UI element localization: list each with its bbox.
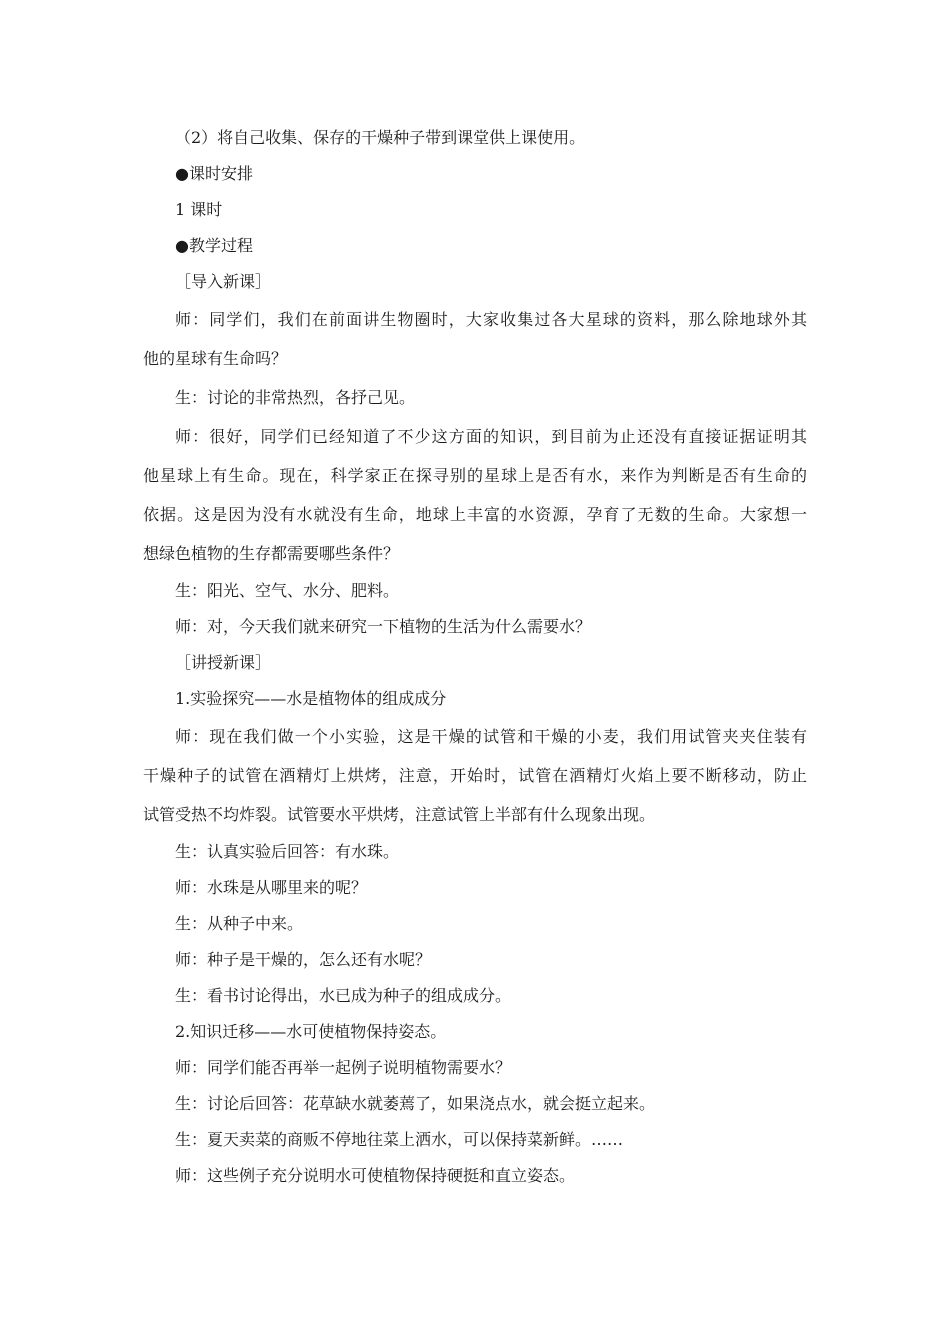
paragraph-line: 师：同学们，我们在前面讲生物圈时，大家收集过各大星球的资料，那么除地球外其: [175, 310, 807, 329]
section-heading-process: ●教学过程: [175, 236, 253, 255]
paragraph-line: 他的星球有生命吗？: [143, 349, 288, 368]
paragraph-line: 师：同学们能否再举一起例子说明植物需要水？: [175, 1058, 512, 1077]
paragraph-line: 生：夏天卖菜的商贩不停地往菜上洒水，可以保持菜新鲜。……: [175, 1130, 624, 1149]
document-body: [143, 120, 807, 1194]
paragraph-line: 生：讨论的非常热烈，各抒己见。: [175, 388, 416, 407]
paragraph-line: 生：阳光、空气、水分、肥料。: [175, 581, 400, 600]
materials-item-2: （2）将自己收集、保存的干燥种子带到课堂供上课使用。: [175, 128, 586, 147]
paragraph-line: 生：从种子中来。: [175, 914, 304, 933]
section-heading-schedule: ●课时安排: [175, 164, 253, 183]
paragraph-line: 师：很好，同学们已经知道了不少这方面的知识，到目前为止还没有直接证据证明其: [175, 427, 807, 446]
subheading-knowledge-transfer: 2.知识迁移——水可使植物保持姿态。: [175, 1022, 447, 1041]
paragraph-line: 生：看书讨论得出，水已成为种子的组成成分。: [175, 986, 512, 1005]
paragraph-line: 师：现在我们做一个小实验，这是干燥的试管和干燥的小麦，我们用试管夹夹住装有: [175, 727, 807, 746]
paragraph-line: 依据。这是因为没有水就没有生命，地球上丰富的水资源，孕育了无数的生命。大家想一: [143, 505, 807, 524]
paragraph-line: 想绿色植物的生存都需要哪些条件？: [143, 544, 400, 563]
subheading-experiment: 1.实验探究——水是植物体的组成成分: [175, 689, 447, 708]
class-hours: 1 课时: [175, 200, 223, 219]
paragraph-line: 师：水珠是从哪里来的呢？: [175, 878, 368, 897]
paragraph-line: 生：认真实验后回答：有水珠。: [175, 842, 400, 861]
subheading-introduction: ［导入新课］: [175, 272, 272, 291]
paragraph-line: 试管受热不均炸裂。试管要水平烘烤，注意试管上半部有什么现象出现。: [143, 805, 656, 824]
paragraph-line: 他星球上有生命。现在，科学家正在探寻别的星球上是否有水，来作为判断是否有生命的: [143, 466, 807, 485]
paragraph-line: 师：种子是干燥的，怎么还有水呢？: [175, 950, 432, 969]
paragraph-line: 生：讨论后回答：花草缺水就萎蔫了，如果浇点水，就会挺立起来。: [175, 1094, 656, 1113]
subheading-new-lesson: ［讲授新课］: [175, 653, 272, 672]
paragraph-line: 干燥种子的试管在酒精灯上烘烤，注意，开始时，试管在酒精灯火焰上要不断移动，防止: [143, 766, 807, 785]
paragraph-line: 师：对，今天我们就来研究一下植物的生活为什么需要水？: [175, 617, 592, 636]
paragraph-line: 师：这些例子充分说明水可使植物保持硬挺和直立姿态。: [175, 1166, 576, 1185]
